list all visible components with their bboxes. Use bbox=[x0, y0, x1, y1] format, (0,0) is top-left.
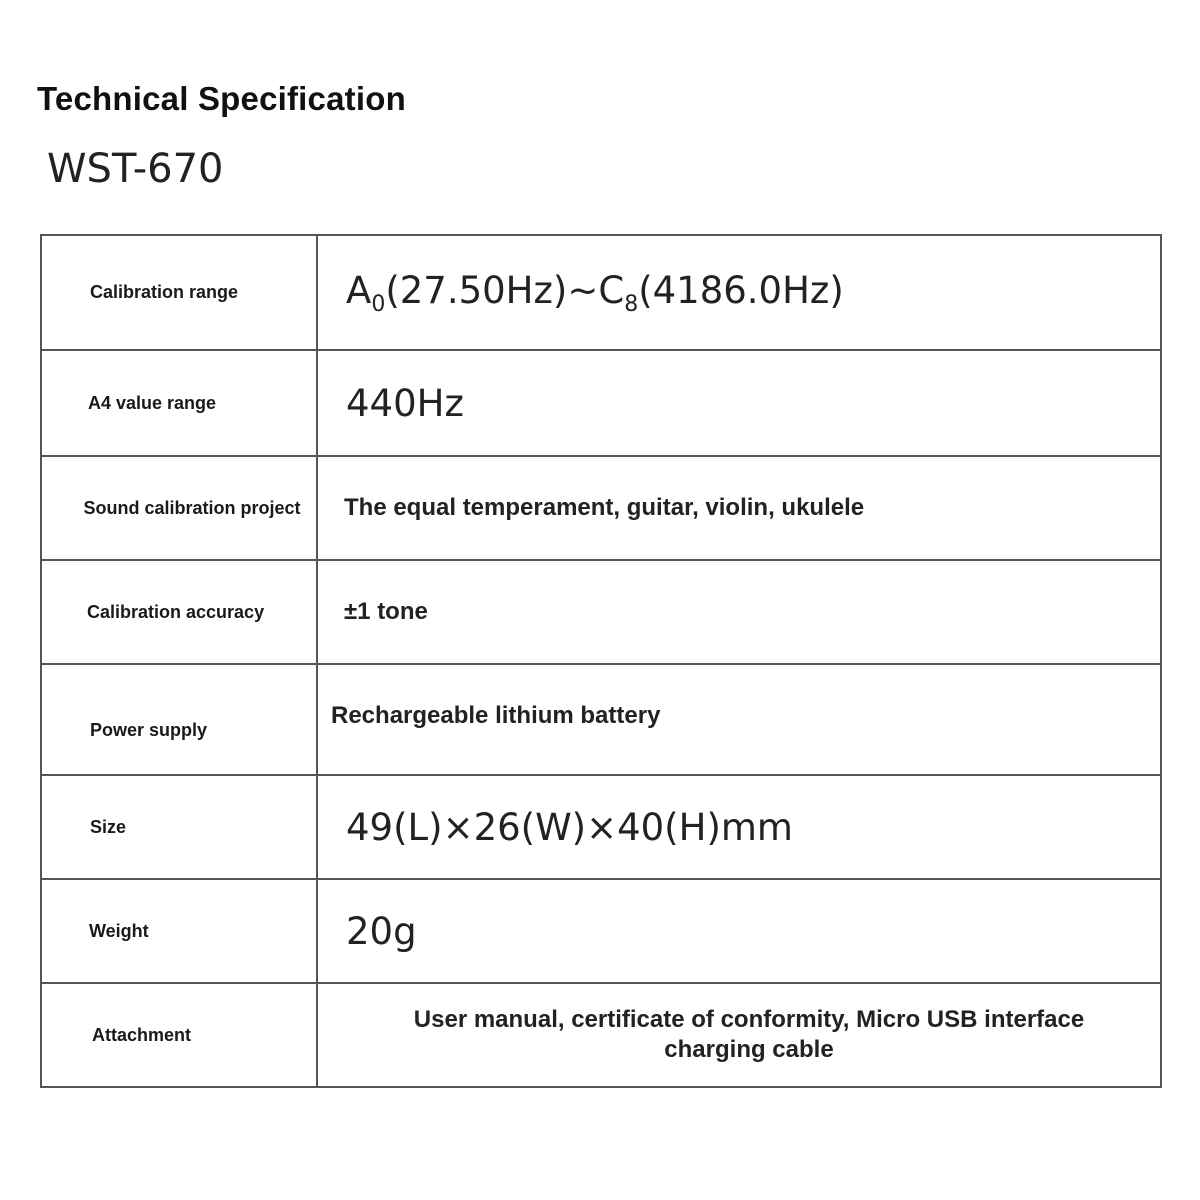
value-calibration-accuracy: ±1 tone bbox=[344, 598, 428, 625]
label-sound-calibration-project: Sound calibration project bbox=[83, 498, 301, 518]
spec-value bbox=[317, 560, 1161, 664]
spec-label bbox=[41, 983, 317, 1087]
octave-0: 0 bbox=[371, 291, 386, 317]
table-row bbox=[41, 350, 1161, 456]
spec-value bbox=[317, 350, 1161, 456]
table-row bbox=[41, 775, 1161, 879]
spec-label bbox=[41, 456, 317, 560]
model-number: WST-670 bbox=[47, 146, 224, 192]
spec-label bbox=[41, 560, 317, 664]
spec-label bbox=[41, 664, 317, 775]
table-row bbox=[41, 983, 1161, 1087]
label-calibration-accuracy: Calibration accuracy bbox=[87, 601, 265, 622]
page-title: Technical Specification bbox=[37, 80, 406, 117]
label-calibration-range: Calibration range bbox=[90, 282, 239, 302]
value-weight: 20g bbox=[346, 909, 417, 953]
spec-value bbox=[317, 664, 1161, 775]
table-row bbox=[41, 560, 1161, 664]
spec-label bbox=[41, 235, 317, 350]
spec-value bbox=[317, 983, 1161, 1087]
value-attachment: User manual, certificate of conformity, Micro USB interface charging cable bbox=[413, 1006, 1085, 1063]
spec-label bbox=[41, 775, 317, 879]
label-power-supply: Power supply bbox=[90, 720, 208, 740]
value-sound-calibration-project: The equal temperament, guitar, violin, ukulele bbox=[344, 494, 865, 521]
spec-label bbox=[41, 879, 317, 983]
spec-value bbox=[317, 775, 1161, 879]
table-row bbox=[41, 235, 1161, 350]
label-a4-value-range: A4 value range bbox=[88, 392, 217, 413]
range-mid: (27.50Hz)~C bbox=[385, 268, 625, 312]
label-size: Size bbox=[90, 816, 127, 837]
table-row bbox=[41, 879, 1161, 983]
value-calibration-range bbox=[318, 269, 1160, 317]
table-row bbox=[41, 456, 1161, 560]
label-attachment: Attachment bbox=[92, 1024, 192, 1045]
value-a4-value-range: 440Hz bbox=[346, 381, 464, 425]
value-size: 49(L)×26(W)×40(H)mm bbox=[346, 805, 793, 849]
spec-label bbox=[41, 350, 317, 456]
spec-value bbox=[317, 235, 1161, 350]
label-weight: Weight bbox=[89, 920, 149, 941]
spec-value bbox=[317, 456, 1161, 560]
value-power-supply: Rechargeable lithium battery bbox=[331, 701, 661, 729]
range-end: (4186.0Hz) bbox=[638, 268, 844, 312]
octave-8: 8 bbox=[624, 291, 639, 317]
spec-table bbox=[40, 234, 1162, 1088]
table-row bbox=[41, 664, 1161, 775]
spec-value bbox=[317, 879, 1161, 983]
note-a: A bbox=[346, 268, 372, 312]
